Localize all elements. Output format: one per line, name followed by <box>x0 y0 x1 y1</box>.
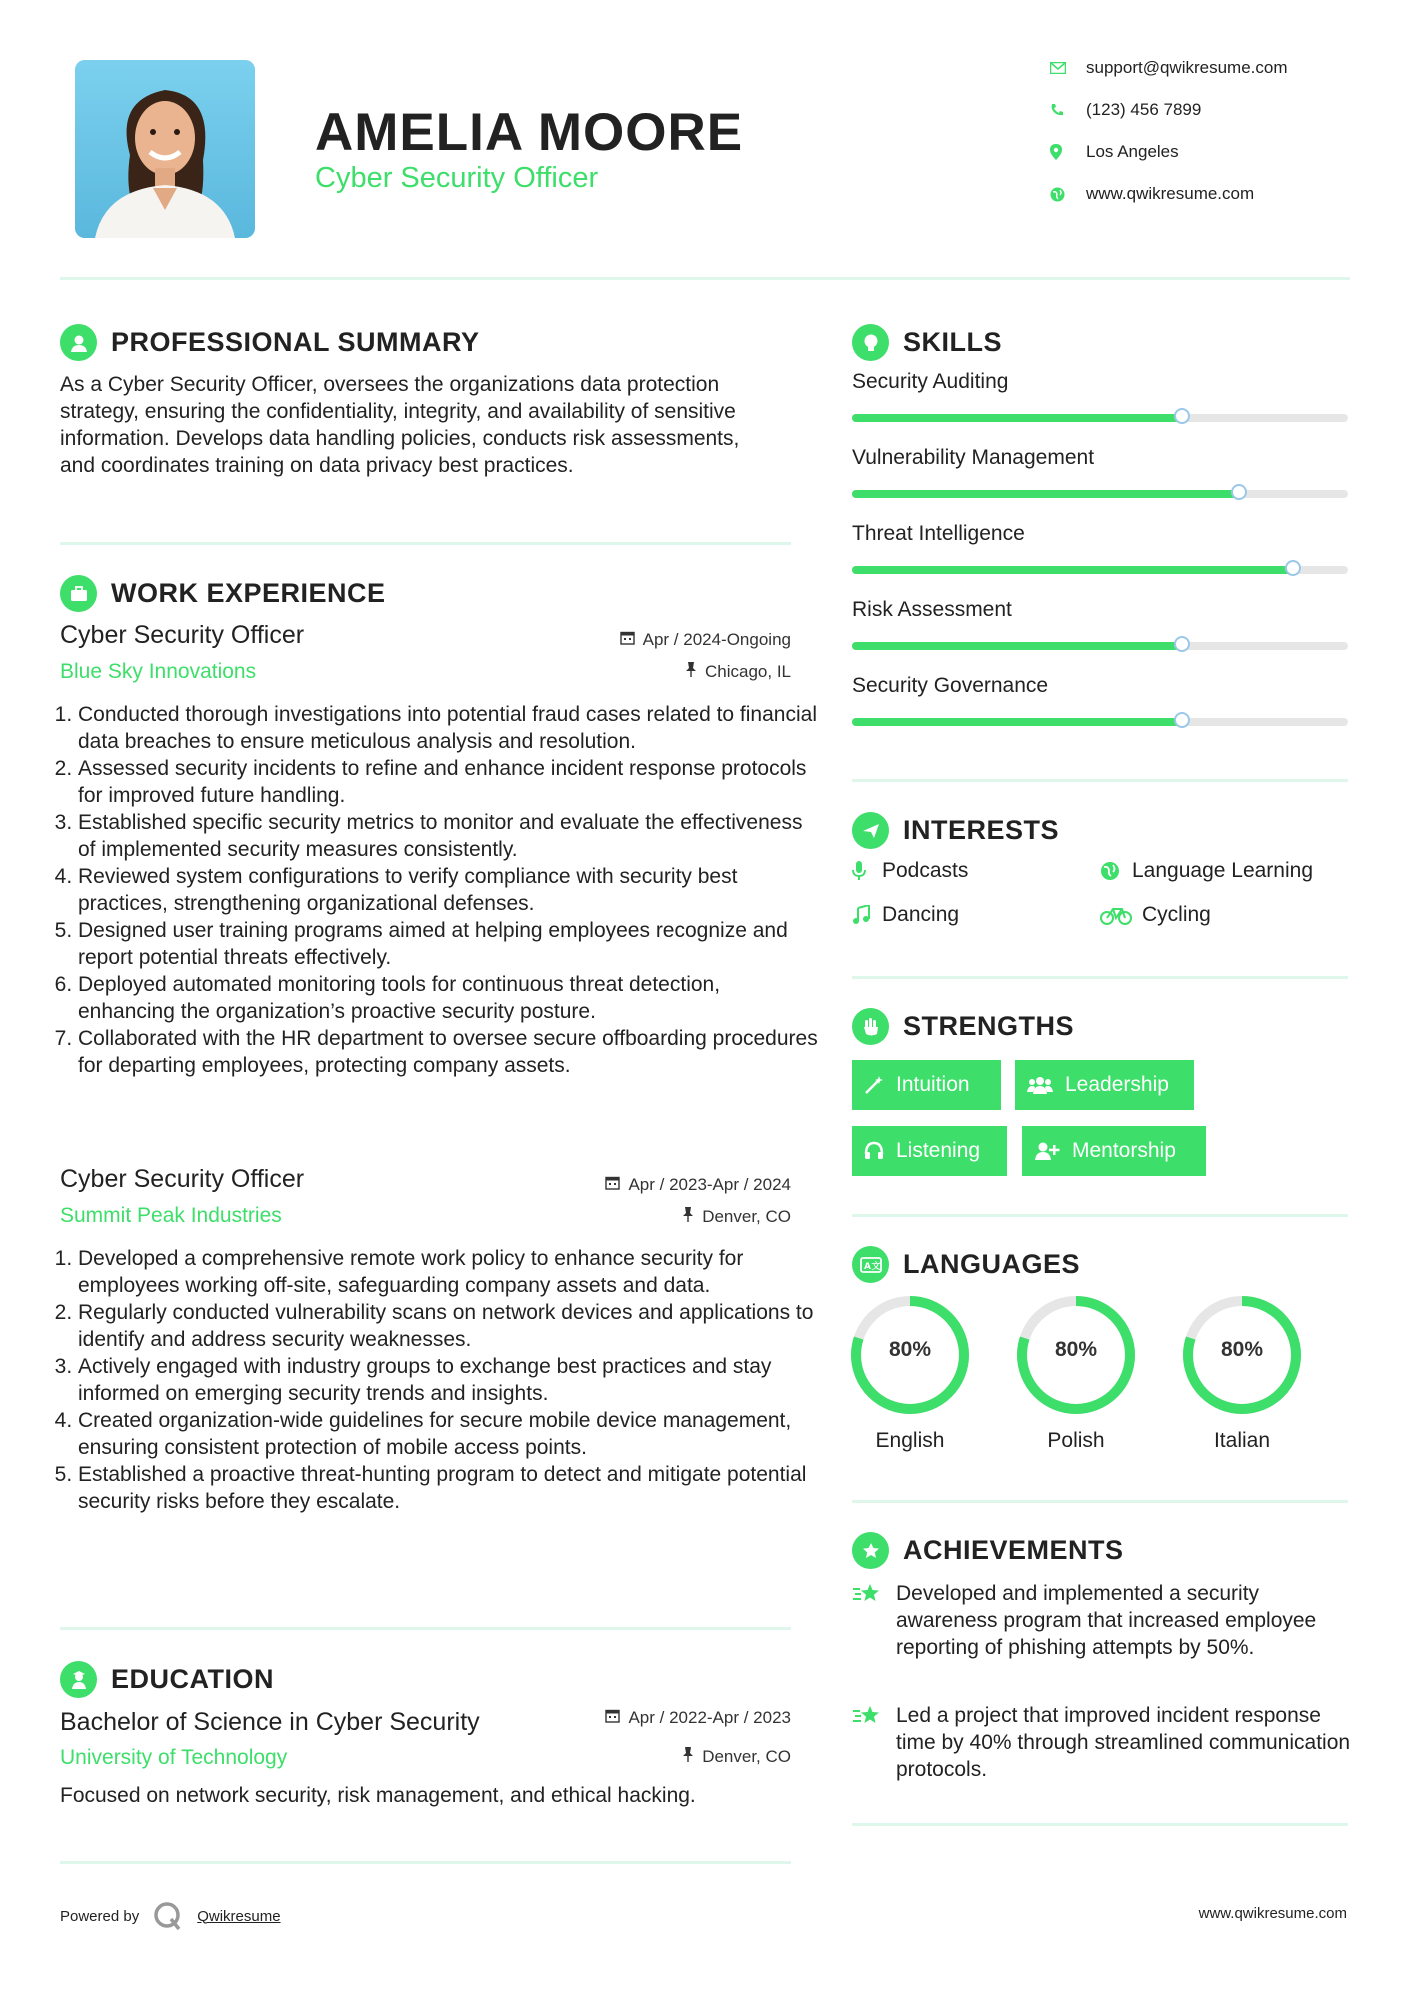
footer-url[interactable]: www.qwikresume.com <box>1198 1905 1347 1922</box>
interests-heading <box>852 812 1059 849</box>
education-dates-text: Apr / 2022-Apr / 2023 <box>628 1708 791 1727</box>
summary-divider <box>60 542 791 545</box>
interest-language-learning <box>1100 859 1313 883</box>
hand-icon <box>852 1008 889 1045</box>
job-1-company: Blue Sky Innovations <box>60 660 257 683</box>
interests-heading-text: INTERESTS <box>903 815 1060 845</box>
skill-name: Threat Intelligence <box>852 522 1025 545</box>
duty-item: 5. Designed user training programs aimed at helping employees recognize and report potential threats effectively. <box>78 917 818 971</box>
education-heading-text: EDUCATION <box>111 1664 274 1694</box>
language-percent: 80% <box>888 1338 932 1361</box>
map-pin-icon <box>1050 144 1086 160</box>
languages-heading <box>852 1246 1080 1283</box>
star-icon <box>852 1580 896 1661</box>
duty-item: 2. Assessed security incidents to refine and enhance incident response protocols for improved future handling. <box>78 755 818 809</box>
achievements-divider <box>852 1823 1348 1826</box>
language-percent: 80% <box>1054 1338 1098 1361</box>
skills-heading-text: SKILLS <box>903 327 1003 357</box>
job-2-location-text: Denver, CO <box>702 1207 791 1226</box>
strength-label: Mentorship <box>1072 1139 1176 1162</box>
experience-divider <box>60 1627 791 1630</box>
language-icon <box>852 1246 889 1283</box>
graduate-icon <box>60 1661 97 1698</box>
skill-bar-track <box>852 414 1348 422</box>
contact-phone-text: (123) 456 7899 <box>1086 100 1202 119</box>
job-1-location <box>685 662 791 682</box>
job-2-dates <box>605 1175 791 1195</box>
job-2-title: Cyber Security Officer <box>60 1165 305 1193</box>
skill-bar-knob <box>1174 712 1190 728</box>
summary-heading-text: PROFESSIONAL SUMMARY <box>111 327 480 357</box>
users-icon <box>1027 1075 1053 1095</box>
contact-phone[interactable] <box>1050 97 1201 123</box>
microphone-icon <box>852 861 882 881</box>
achievement-item <box>852 1702 1362 1783</box>
header-divider <box>60 277 1350 280</box>
skill-bar-fill <box>852 642 1182 650</box>
duty-item: 7. Collaborated with the HR department to oversee secure offboarding procedures for departing employees, protecting company assets. <box>78 1025 818 1079</box>
achievements-heading-text: ACHIEVEMENTS <box>903 1535 1124 1565</box>
language-name: English <box>875 1429 945 1452</box>
education-degree: Bachelor of Science in Cyber Security <box>60 1708 480 1736</box>
job-2-duties <box>60 1245 818 1515</box>
achievement-item <box>852 1580 1362 1661</box>
language-percent: 80% <box>1220 1338 1264 1361</box>
strength-intuition <box>852 1060 1001 1110</box>
profile-photo <box>75 60 255 238</box>
achievement-text: Led a project that improved incident response time by 40% through streamlined communication protocols. <box>896 1704 1351 1781</box>
skills-heading <box>852 324 1002 361</box>
interest-cycling <box>1100 903 1211 927</box>
experience-heading <box>60 575 386 612</box>
interest-label: Cycling <box>1142 903 1211 926</box>
languages-heading-text: LANGUAGES <box>903 1249 1081 1279</box>
education-location <box>682 1747 791 1767</box>
achievements-heading <box>852 1532 1124 1569</box>
qwikresume-logo-icon <box>153 1901 183 1931</box>
envelope-icon <box>1050 62 1086 74</box>
skill-bar-fill <box>852 490 1239 498</box>
language-item <box>1014 1293 1138 1453</box>
contact-location-text: Los Angeles <box>1086 142 1179 161</box>
interest-label: Podcasts <box>882 859 969 882</box>
footer-powered-by <box>60 1901 281 1931</box>
skill-bar-knob <box>1231 484 1247 500</box>
contact-location <box>1050 139 1179 165</box>
skill-bar-track <box>852 566 1348 574</box>
headphones-icon <box>864 1141 884 1161</box>
globe-icon <box>1050 187 1086 202</box>
job-1-duties <box>60 701 818 1079</box>
interests-divider <box>852 976 1348 979</box>
lightbulb-icon <box>852 324 889 361</box>
strengths-heading <box>852 1008 1074 1045</box>
interest-label: Dancing <box>882 903 960 926</box>
job-2-company: Summit Peak Industries <box>60 1204 282 1227</box>
duty-item: 3. Actively engaged with industry groups to exchange best practices and stay informed on emerging security trends and insights. <box>78 1353 818 1407</box>
skill-bar-track <box>852 642 1348 650</box>
strength-label: Intuition <box>896 1073 970 1096</box>
skill-name: Security Auditing <box>852 370 1009 393</box>
education-divider <box>60 1861 791 1864</box>
duty-item: 1. Developed a comprehensive remote work policy to enhance security for employees working off-site, safeguarding company assets and data. <box>78 1245 818 1299</box>
strengths-divider <box>852 1214 1348 1217</box>
skill-bar-fill <box>852 414 1182 422</box>
music-note-icon <box>852 905 882 925</box>
job-2-dates-text: Apr / 2023-Apr / 2024 <box>628 1175 791 1194</box>
strength-label: Listening <box>896 1139 981 1162</box>
magic-wand-icon <box>864 1075 884 1095</box>
duty-item: 4. Created organization-wide guidelines for secure mobile device management, ensuring consistent protection of mobile access points. <box>78 1407 818 1461</box>
education-school: University of Technology <box>60 1746 288 1769</box>
paper-plane-icon <box>852 812 889 849</box>
strengths-heading-text: STRENGTHS <box>903 1011 1075 1041</box>
skill-name: Risk Assessment <box>852 598 1012 621</box>
powered-by-text: Powered by <box>60 1907 140 1925</box>
skill-bar-fill <box>852 566 1293 574</box>
calendar-icon <box>620 630 635 650</box>
job-1-title: Cyber Security Officer <box>60 621 305 649</box>
skill-bar-fill <box>852 718 1182 726</box>
globe-icon <box>1100 861 1132 881</box>
skill-name: Vulnerability Management <box>852 446 1095 469</box>
strength-label: Leadership <box>1065 1073 1169 1096</box>
svg-text:A文: A文 <box>863 1261 881 1272</box>
contact-email-text: support@qwikresume.com <box>1086 58 1288 77</box>
languages-divider <box>852 1500 1348 1503</box>
skill-name: Security Governance <box>852 674 1049 697</box>
brand-link[interactable]: Qwikresume <box>197 1907 281 1925</box>
education-location-text: Denver, CO <box>702 1747 791 1766</box>
job-2-location <box>682 1207 791 1227</box>
strength-listening <box>852 1126 1007 1176</box>
education-heading <box>60 1661 274 1698</box>
duty-item: 4. Reviewed system configurations to verify compliance with security best practices, strengthening organizational defenses. <box>78 863 818 917</box>
pushpin-icon <box>682 1207 694 1227</box>
phone-icon <box>1050 103 1086 117</box>
strength-mentorship <box>1022 1126 1206 1176</box>
language-name: Italian <box>1213 1429 1271 1452</box>
bicycle-icon <box>1100 905 1142 925</box>
language-item <box>848 1293 972 1453</box>
pushpin-icon <box>682 1747 694 1767</box>
contact-website-text: www.qwikresume.com <box>1086 184 1255 203</box>
skill-bar-track <box>852 718 1348 726</box>
calendar-icon <box>605 1175 620 1195</box>
interest-dancing <box>852 903 959 927</box>
user-plus-icon <box>1034 1141 1060 1161</box>
briefcase-icon <box>60 575 97 612</box>
duty-item: 6. Deployed automated monitoring tools for continuous threat detection, enhancing the organization’s proactive security posture. <box>78 971 818 1025</box>
candidate-name: AMELIA MOORE <box>315 103 744 162</box>
calendar-icon <box>605 1708 620 1728</box>
summary-heading <box>60 324 480 361</box>
skill-bar-knob <box>1174 408 1190 424</box>
duty-item: 5. Established a proactive threat-hunting program to detect and mitigate potential security risks before they escalate. <box>78 1461 818 1515</box>
language-name: Polish <box>1047 1429 1105 1452</box>
job-1-location-text: Chicago, IL <box>705 662 791 681</box>
job-1-dates <box>620 630 791 650</box>
duty-item: 3. Established specific security metrics to monitor and evaluate the effectiveness of implemented security measures consistently. <box>78 809 818 863</box>
skill-bar-knob <box>1285 560 1301 576</box>
interest-podcasts <box>852 859 968 883</box>
interest-label: Language Learning <box>1132 859 1314 882</box>
skill-bar-knob <box>1174 636 1190 652</box>
skills-divider <box>852 779 1348 782</box>
job-1-dates-text: Apr / 2024-Ongoing <box>642 630 791 649</box>
experience-heading-text: WORK EXPERIENCE <box>111 578 386 608</box>
education-dates <box>605 1708 791 1728</box>
star-icon <box>852 1702 896 1783</box>
duty-item: 1. Conducted thorough investigations into potential fraud cases related to financial data breaches to ensure meticulous analysis and resolution. <box>78 701 818 755</box>
achievement-text: Developed and implemented a security awareness program that increased employee reporting of phishing attempts by 50%. <box>896 1582 1317 1659</box>
trophy-icon <box>852 1532 889 1569</box>
contact-website[interactable] <box>1050 181 1254 207</box>
education-description: Focused on network security, risk management, and ethical hacking. <box>60 1784 696 1807</box>
pushpin-icon <box>685 662 697 682</box>
skill-bar-track <box>852 490 1348 498</box>
language-item <box>1180 1293 1304 1453</box>
strength-leadership <box>1015 1060 1194 1110</box>
summary-text: As a Cyber Security Officer, oversees the organizations data protection strategy, ensuring the confidentiality, integrity, and availability of sensitive information. Develops data handling policies, conducts risk assessments, and coordinates training on data privacy best practices. <box>60 373 740 477</box>
duty-item: 2. Regularly conducted vulnerability scans on network devices and applications to identify and address security weaknesses. <box>78 1299 818 1353</box>
contact-email[interactable] <box>1050 55 1288 81</box>
candidate-title: Cyber Security Officer <box>315 162 599 194</box>
user-icon <box>60 324 97 361</box>
